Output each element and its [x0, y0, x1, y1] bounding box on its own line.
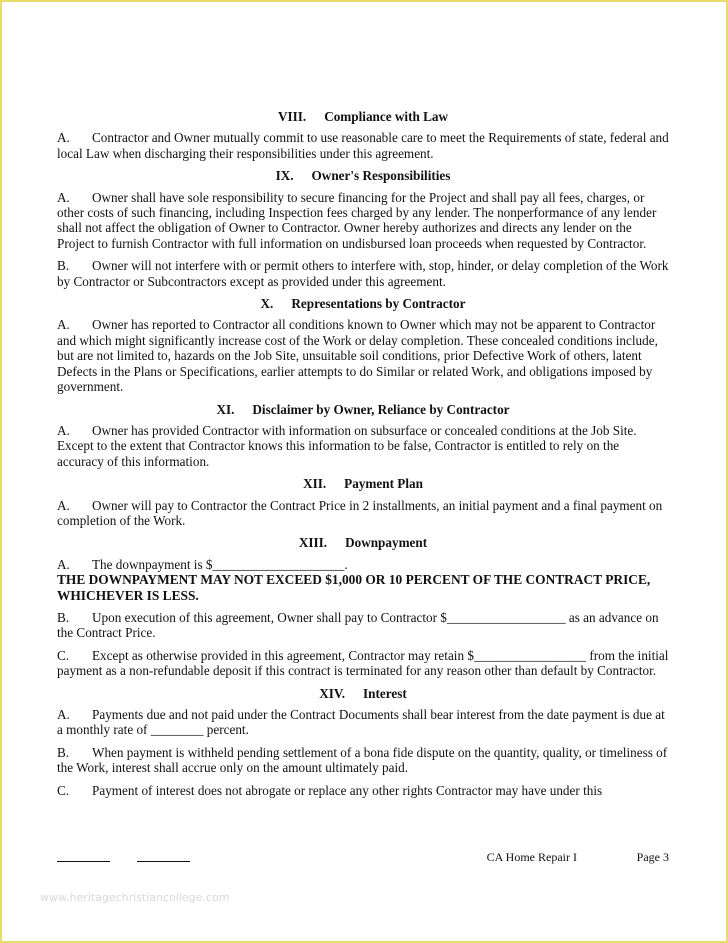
section-number: XIII.	[298, 535, 328, 551]
paragraph-letter: C.	[57, 647, 70, 663]
paragraph-xiv-b	[57, 745, 669, 776]
paragraph-text: Except as otherwise provided in this agreement, Contractor may retain $_________________ from the initial payment as a non-refundable deposit if this contract is terminated for any reason other than default by Contractor.	[57, 647, 669, 679]
paragraph-letter: A.	[57, 317, 70, 333]
section-heading-viii	[57, 109, 669, 124]
section-title: Interest	[363, 685, 407, 701]
section-heading-xi	[57, 402, 669, 417]
section-title: Disclaimer by Owner, Reliance by Contractor	[252, 401, 510, 417]
page-number: Page 3	[636, 850, 669, 864]
paragraph-x-a	[57, 317, 669, 394]
paragraph-letter: A.	[57, 189, 70, 205]
paragraph-text: Payments due and not paid under the Contract Documents shall bear interest from the date payment is due at a monthly rate of ________ percent.	[57, 707, 665, 738]
section-title: Compliance with Law	[324, 109, 449, 124]
paragraph-ix-b	[57, 258, 669, 289]
paragraph-xiv-a	[57, 707, 669, 738]
page-footer	[57, 850, 669, 866]
paragraph-letter: A.	[57, 707, 70, 722]
paragraph-letter: A.	[57, 130, 70, 146]
section-title: Owner's Responsibilities	[311, 168, 451, 184]
paragraph-letter: B.	[57, 744, 70, 760]
section-heading-xiv	[57, 686, 669, 701]
initials-line-owner	[57, 861, 110, 862]
section-title: Payment Plan	[344, 476, 423, 492]
section-title: Downpayment	[345, 535, 428, 551]
section-number: XIV.	[319, 685, 346, 701]
paragraph-xiii-a	[57, 557, 669, 572]
section-number: VIII.	[277, 109, 307, 124]
paragraph-text: Contractor and Owner mutually commit to use reasonable care to meet the Requirements of state, federal and local Law when discharging their responsibilities under this agreement.	[57, 130, 669, 161]
paragraph-letter: A.	[57, 422, 70, 438]
section-title: Representations by Contractor	[291, 296, 466, 312]
section-heading-x	[57, 296, 669, 311]
section-heading-xii	[57, 476, 669, 491]
paragraph-xi-a	[57, 423, 669, 469]
paragraph-letter: A.	[57, 497, 70, 513]
section-heading-xiii	[57, 535, 669, 550]
paragraph-xiv-c	[57, 783, 669, 798]
paragraph-text: Upon execution of this agreement, Owner shall pay to Contractor $__________________ as an advance on the Contract Price.	[57, 609, 659, 641]
initials-line-contractor	[137, 861, 190, 862]
section-number: XI.	[216, 401, 235, 417]
form-name: CA Home Repair I	[486, 850, 577, 864]
paragraph-letter: C.	[57, 782, 70, 798]
paragraph-text: When payment is withheld pending settlement of a bona fide dispute on the quantity, quality, or timeliness of the Work, interest shall accrue only on the amount ultimately paid.	[57, 744, 668, 776]
section-number: XII.	[303, 476, 327, 492]
document-page	[57, 109, 669, 805]
paragraph-xii-a	[57, 498, 669, 529]
paragraph-text: Owner will pay to Contractor the Contract Price in 2 installments, an initial payment and a final payment on completion of the Work.	[57, 497, 663, 528]
paragraph-xiii-b	[57, 610, 669, 641]
section-number: X.	[260, 296, 274, 312]
paragraph-ix-a	[57, 190, 669, 252]
paragraph-text: Owner shall have sole responsibility to secure financing for the Project and shall pay all fees, charges, or other costs of such financing, including Inspection fees charged by any lender. The nonperformance of any lender shall not affect the obligation of Owner to Contractor. Owner hereby authorizes and directs any lender on the Project to furnish Contractor with full information on undisbursed loan proceeds when requested by Contractor.	[57, 189, 657, 251]
paragraph-text: Owner has provided Contractor with information on subsurface or concealed conditions at the Job Site. Except to the extent that Contractor knows this information to be false, Contractor is entitled to rely on the accuracy of this information.	[57, 422, 637, 469]
paragraph-viii-a	[57, 130, 669, 161]
paragraph-text: Payment of interest does not abrogate or replace any other rights Contractor may have under this	[92, 782, 603, 798]
paragraph-xiii-c	[57, 648, 669, 679]
paragraph-letter: B.	[57, 258, 70, 274]
downpayment-notice: THE DOWNPAYMENT MAY NOT EXCEED $1,000 OR 10 PERCENT OF THE CONTRACT PRICE, WHICHEVER IS LESS.	[57, 572, 651, 603]
paragraph-letter: A.	[57, 556, 70, 572]
paragraph-text: Owner has reported to Contractor all conditions known to Owner which may not be apparent to Contractor and which might significantly increase cost of the Work or delay completion. These concealed conditions include, but are not limited to, hazards on the Job Site, unsuitable soil conditions, prior Defective Work of others, latent Defects in the Plans or Specifications, earlier attempts to do Similar or related Work, and obligations imposed by government.	[57, 317, 658, 395]
paragraph-text: Owner will not interfere with or permit others to interfere with, stop, hinder, or delay completion of the Work by Contractor or Subcontractors except as provided under this agreement.	[57, 258, 669, 289]
section-heading-ix	[57, 168, 669, 183]
section-number: IX.	[275, 168, 294, 184]
paragraph-text: The downpayment is $____________________.	[92, 556, 348, 572]
watermark: www.heritagechristiancollege.com	[40, 891, 230, 904]
paragraph-letter: B.	[57, 609, 70, 625]
